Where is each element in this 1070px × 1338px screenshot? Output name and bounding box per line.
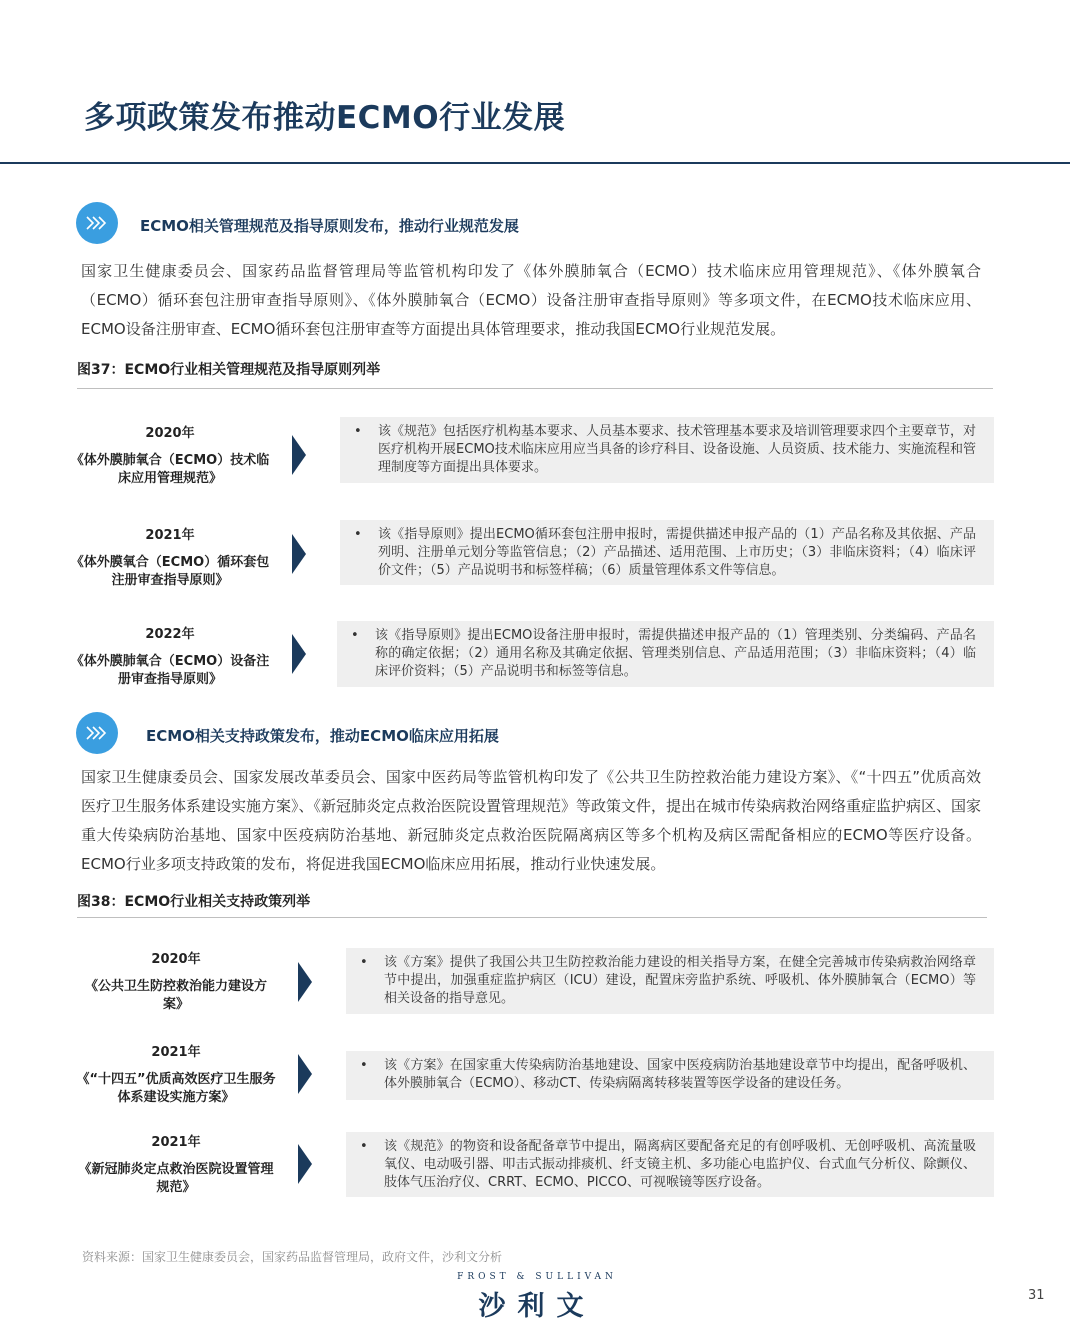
section-1-paragraph: 国家卫生健康委员会、国家药品监督管理局等监管机构印发了《体外膜肺氧合（ECMO）技术临床应用管理规范》、《体外膜氧合（ECMO）循环套包注册审查指导原则》、《体外膜肺氧合（ECMO）设备注册审查指导原则》等多项文件，在ECMO技术临床应用、ECMO设备注册审查、ECMO循环套包注册审查等方面提出具体管理要求，推动我国ECMO行业规范发展。 — [81, 262, 981, 338]
bullet-icon: • — [351, 628, 359, 643]
figure-38-caption: 图38：ECMO行业相关支持政策列举 — [77, 894, 311, 910]
double-chevron-right-icon — [76, 202, 118, 244]
section-1-heading: ECMO相关管理规范及指导原则发布，推动行业规范发展 — [140, 217, 519, 235]
policy-description-box — [337, 621, 994, 687]
policy-year: 2020年 — [151, 952, 201, 967]
policy-year: 2021年 — [151, 1135, 201, 1150]
policy-year: 2021年 — [151, 1045, 201, 1060]
policy-description-box — [346, 1132, 994, 1197]
policy-description: 该《方案》提供了我国公共卫生防控救治能力建设的相关指导方案，在健全完善城市传染病救治网络章节中提出，加强重症监护病区（ICU）建设，配置床旁监护系统、呼吸机、体外膜肺氧合（ECMO）等相关设备的指导意见。 — [384, 955, 976, 1006]
logo-english: FROST & SULLIVAN — [457, 1272, 617, 1282]
double-chevron-right-icon — [76, 712, 118, 754]
source-note: 资料来源：国家卫生健康委员会，国家药品监督管理局，政府文件，沙利文分析 — [82, 1250, 503, 1264]
policy-description: 该《规范》的物资和设备配备章节中提出，隔离病区要配备充足的有创呼吸机、无创呼吸机、高流量吸氧仪、电动吸引器、叩击式振动排痰机、纤支镜主机、多功能心电监护仪、台式血气分析仪、除颤仪、肢体气压治疗仪、CRRT、ECMO、PICCO、可视喉镜等医疗设备。 — [384, 1139, 976, 1190]
policy-year: 2022年 — [145, 627, 195, 642]
policy-document-title: 《体外膜氧合（ECMO）循环套包注册审查指导原则》 — [70, 555, 270, 588]
section-2-heading: ECMO相关支持政策发布，推动ECMO临床应用拓展 — [146, 727, 499, 745]
chevron-right-icon — [292, 534, 306, 574]
policy-document-title: 《体外膜肺氧合（ECMO）技术临床应用管理规范》 — [70, 453, 270, 486]
policy-description-box — [340, 417, 994, 483]
policy-document-title: 《新冠肺炎定点救治医院设置管理规范》 — [78, 1162, 274, 1195]
title-divider — [0, 162, 1070, 164]
policy-description: 该《指导原则》提出ECMO循环套包注册申报时，需提供描述申报产品的（1）产品名称及其依据、产品列明、注册单元划分等监管信息；（2）产品描述、适用范围、上市历史；（3）非临床资料；（4）临床评价文件；（5）产品说明书和标签样稿；（6）质量管理体系文件等信息。 — [378, 527, 976, 578]
chevron-right-icon — [298, 1144, 312, 1184]
policy-description: 该《方案》在国家重大传染病防治基地建设、国家中医疫病防治基地建设章节中均提出，配备呼吸机、体外膜肺氧合（ECMO）、移动CT、传染病隔离转移装置等医学设备的建设任务。 — [384, 1058, 976, 1091]
policy-document-title: 《“十四五”优质高效医疗卫生服务体系建设实施方案》 — [76, 1072, 276, 1105]
figure-37-caption: 图37：ECMO行业相关管理规范及指导原则列举 — [77, 362, 381, 378]
chevron-right-icon — [292, 435, 306, 475]
bullet-icon: • — [360, 955, 368, 970]
policy-description-box — [340, 520, 994, 585]
logo-chinese: 沙利文 — [478, 1291, 596, 1322]
section-2-paragraph: 国家卫生健康委员会、国家发展改革委员会、国家中医药局等监管机构印发了《公共卫生防控救治能力建设方案》、《“十四五”优质高效医疗卫生服务体系建设实施方案》、《新冠肺炎定点救治医院设置管理规范》等政策文件，提出在城市传染病救治网络重症监护病区、国家重大传染病防治基地、国家中医疫病防治基地、新冠肺炎定点救治医院隔离病区等多个机构及病区需配备相应的ECMO等医疗设备。ECMO行业多项支持政策的发布，将促进我国ECMO临床应用拓展，推动行业快速发展。 — [81, 768, 982, 873]
chevron-right-icon — [298, 1054, 312, 1094]
policy-description-box — [346, 948, 994, 1014]
policy-description-box — [346, 1051, 994, 1100]
policy-description: 该《指导原则》提出ECMO设备注册申报时，需提供描述申报产品的（1）管理类别、分类编码、产品名称的确定依据；（2）通用名称及其确定依据、管理类别信息、产品适用范围；（3）非临床资料；（4）临床评价资料；（5）产品说明书和标签等信息。 — [375, 628, 976, 679]
figure-38-divider — [77, 917, 987, 918]
policy-year: 2021年 — [145, 528, 195, 543]
policy-document-title: 《体外膜肺氧合（ECMO）设备注册审查指导原则》 — [70, 654, 270, 687]
bullet-icon: • — [360, 1139, 368, 1154]
chevron-right-icon — [298, 962, 312, 1002]
bullet-icon: • — [354, 424, 362, 439]
chevron-right-icon — [292, 634, 306, 674]
page-title: 多项政策发布推动ECMO行业发展 — [84, 100, 566, 136]
bullet-icon: • — [354, 527, 362, 542]
bullet-icon: • — [360, 1058, 368, 1073]
policy-year: 2020年 — [145, 426, 195, 441]
page-number: 31 — [1028, 1288, 1045, 1303]
policy-document-title: 《公共卫生防控救治能力建设方案》 — [84, 979, 267, 1012]
figure-37-divider — [77, 388, 993, 389]
policy-description: 该《规范》包括医疗机构基本要求、人员基本要求、技术管理基本要求及培训管理要求四个主要章节，对医疗机构开展ECMO技术临床应用应当具备的诊疗科目、设备设施、人员资质、技术能力、实施流程和管理制度等方面提出具体要求。 — [378, 424, 977, 475]
